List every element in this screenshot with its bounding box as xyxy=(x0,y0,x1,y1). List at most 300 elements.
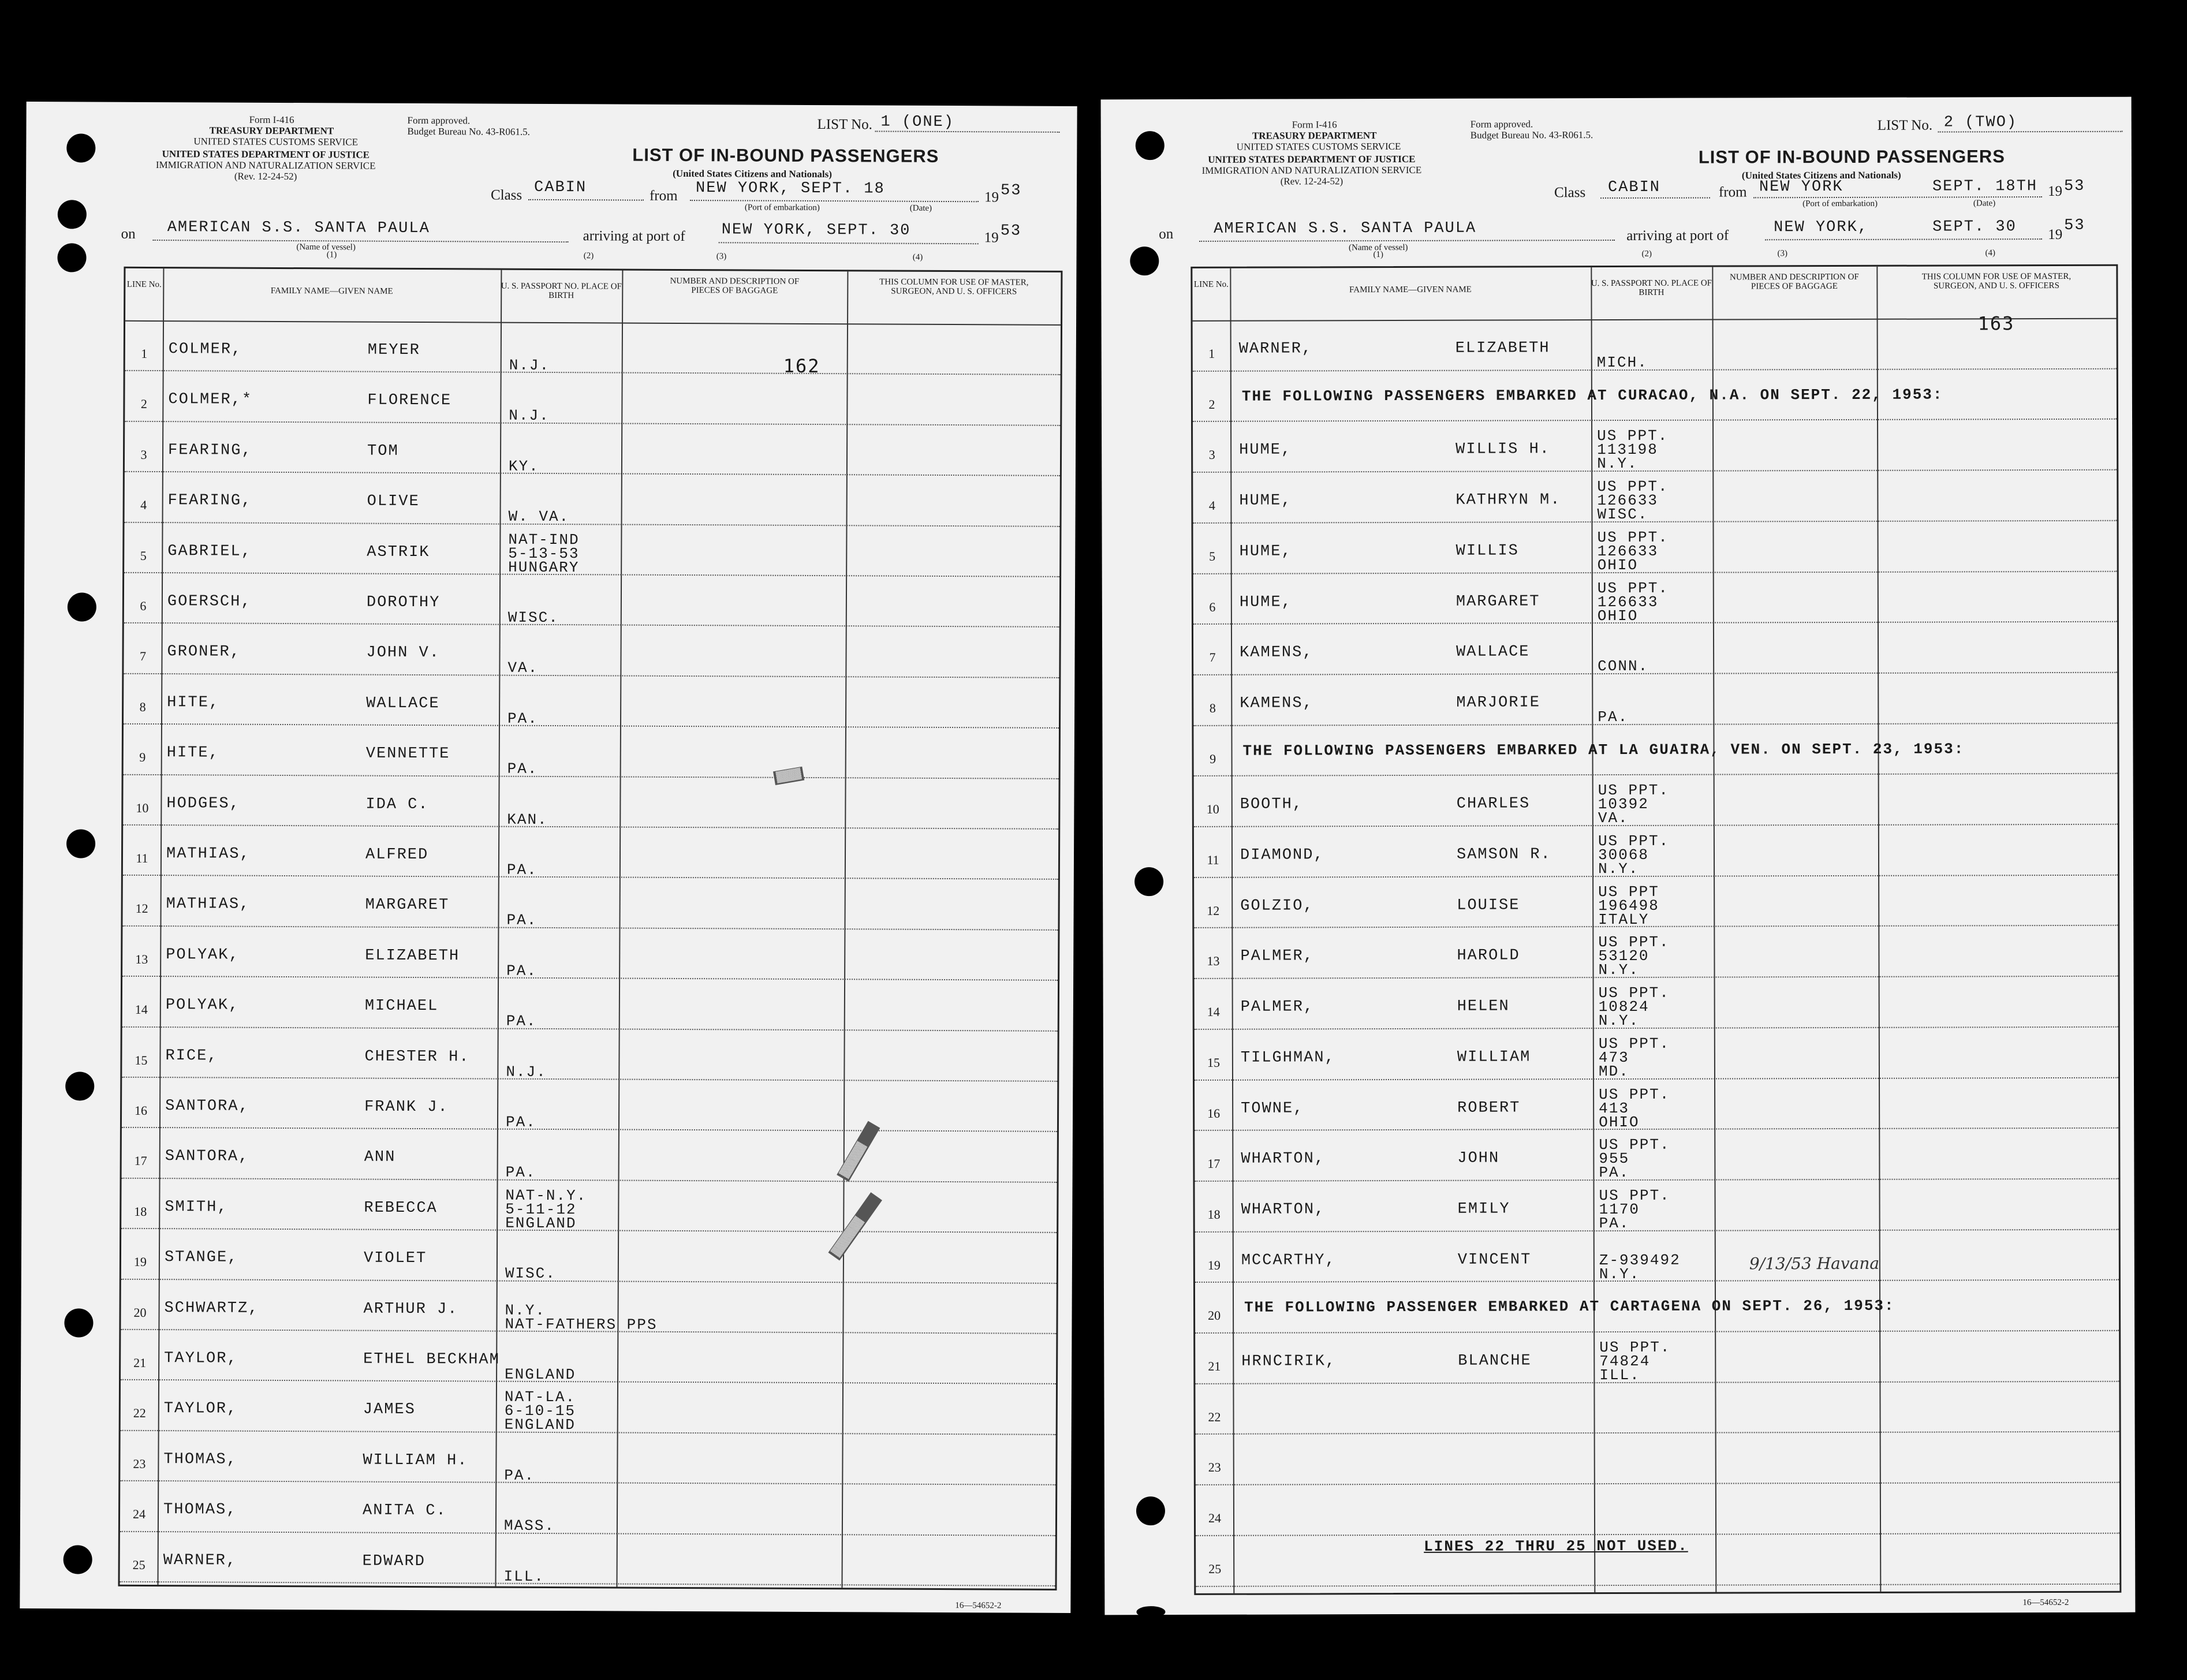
justice-dept: UNITED STATES DEPARTMENT OF JUSTICE xyxy=(162,148,370,160)
passenger-table xyxy=(1190,264,2121,1595)
given-name: JAMES xyxy=(363,1401,416,1419)
place-of-birth: US PPT. 126633 OHIO xyxy=(1597,528,1669,574)
line-number: 11 xyxy=(1207,852,1219,867)
given-name: CHESTER H. xyxy=(364,1048,470,1066)
arriving-year-suffix: 53 xyxy=(1000,222,1022,240)
form-header-justice xyxy=(1188,154,1436,187)
place-of-birth: KAN. xyxy=(507,811,548,828)
header-name: FAMILY NAME—GIVEN NAME xyxy=(270,286,393,296)
dotted-line xyxy=(1765,238,2042,240)
family-name: MCCARTHY, xyxy=(1241,1251,1336,1270)
col-num-1: (1) xyxy=(1373,250,1384,260)
family-name: POLYAK, xyxy=(165,996,240,1014)
place-of-birth: PA. xyxy=(1598,708,1629,726)
place-of-birth: NAT-LA. 6-10-15 ENGLAND xyxy=(504,1388,576,1434)
form-approved: Form approved. xyxy=(407,114,471,126)
family-name: GABRIEL, xyxy=(167,542,252,561)
place-of-birth: CONN. xyxy=(1598,658,1649,675)
line-number: 15 xyxy=(1207,1055,1220,1070)
family-name: WARNER, xyxy=(163,1551,237,1570)
line-number: 7 xyxy=(139,649,147,664)
place-of-birth: PA. xyxy=(505,1164,536,1182)
page-title: LIST OF IN-BOUND PASSENGERS xyxy=(1698,146,2005,167)
given-name: TOM xyxy=(367,442,399,460)
family-name: SMITH, xyxy=(165,1198,228,1216)
given-name: WALLACE xyxy=(1456,643,1530,661)
page-title: LIST OF IN-BOUND PASSENGERS xyxy=(632,144,939,166)
place-of-birth: PA. xyxy=(507,760,538,778)
line-number: 25 xyxy=(132,1557,145,1572)
family-name: MATHIAS, xyxy=(166,845,251,863)
line-number: 12 xyxy=(135,901,148,916)
family-name: HRNCIRIK, xyxy=(1241,1353,1337,1371)
list-no-value: 2 (TWO) xyxy=(1943,114,2018,132)
line-number: 3 xyxy=(140,447,147,462)
line-number: 1 xyxy=(1208,346,1215,361)
row-rule xyxy=(123,824,1058,830)
from-label: from xyxy=(649,188,678,204)
punch-hole xyxy=(58,200,87,229)
given-name: MARGARET xyxy=(1455,592,1540,611)
place-of-birth: WISC. xyxy=(505,1264,556,1283)
given-name: ANN xyxy=(364,1149,396,1167)
row-rule xyxy=(121,1430,1056,1435)
given-name: ROBERT xyxy=(1457,1099,1521,1117)
family-name: TAYLOR, xyxy=(163,1400,238,1418)
family-name: HUME, xyxy=(1239,543,1292,561)
place-of-birth: US PPT. 126633 WISC. xyxy=(1597,477,1669,524)
from-value: NEW YORK xyxy=(1759,178,1843,196)
col-num-4: (4) xyxy=(912,252,923,262)
place-of-birth: PA. xyxy=(506,912,538,929)
line-number: 24 xyxy=(1208,1510,1222,1525)
arriving-date: SEPT. 30 xyxy=(1932,218,2017,236)
page-subtitle: (United States Citizens and Nationals) xyxy=(1741,169,1901,181)
list-no-value: 1 (ONE) xyxy=(880,113,955,132)
given-name: MEYER xyxy=(367,341,420,360)
revision: (Rev. 12-24-52) xyxy=(234,170,297,182)
given-name: HELEN xyxy=(1457,998,1510,1016)
row-rule xyxy=(1196,1533,2119,1536)
given-name: REBECCA xyxy=(364,1199,438,1217)
line-number: 3 xyxy=(1208,447,1215,462)
on-label: on xyxy=(1159,226,1174,242)
punch-hole xyxy=(64,1545,92,1574)
place-of-birth: N.J. xyxy=(506,1063,547,1081)
col-num-3: (3) xyxy=(716,252,727,262)
place-of-birth: US PPT. 30068 N.Y. xyxy=(1598,832,1670,878)
port-embark-caption: (Port of embarkation) xyxy=(1802,199,1878,209)
row-rule xyxy=(124,774,1059,779)
column-rule xyxy=(1876,267,1881,1592)
given-name: JOHN xyxy=(1457,1149,1500,1167)
row-rule xyxy=(124,723,1059,729)
family-name: WARNER, xyxy=(1238,340,1313,358)
customs-stamp: ▓▓▓▓▓▓▓ xyxy=(828,1192,882,1260)
given-name: VENNETTE xyxy=(365,745,450,763)
place-of-birth: NAT-IND 5-13-53 HUNGARY xyxy=(508,531,580,576)
line-number: 2 xyxy=(1208,397,1215,412)
line-number: 13 xyxy=(1207,954,1220,969)
line-number: 19 xyxy=(133,1255,147,1270)
dotted-line xyxy=(690,200,979,202)
line-number: 15 xyxy=(135,1052,148,1067)
form-header-left xyxy=(1236,119,1401,152)
passenger-table xyxy=(118,267,1062,1591)
row-rule xyxy=(122,1026,1058,1031)
family-name: TILGHMAN, xyxy=(1240,1049,1335,1067)
column-rule xyxy=(1591,267,1595,1592)
line-number: 8 xyxy=(1209,700,1216,715)
date-caption: (Date) xyxy=(909,203,932,213)
arriving-label: arriving at port of xyxy=(583,228,685,245)
given-name: EMILY xyxy=(1457,1200,1510,1218)
place-of-birth: US PPT. 955 PA. xyxy=(1599,1136,1670,1182)
family-name: DIAMOND, xyxy=(1240,846,1324,864)
given-name: MARJORIE xyxy=(1456,694,1540,712)
place-of-birth: US PPT. 1170 PA. xyxy=(1599,1186,1670,1232)
line-number: 10 xyxy=(1206,802,1219,817)
given-name: ASTRIK xyxy=(367,543,430,561)
row-rule xyxy=(1194,773,2118,776)
family-name: HUME, xyxy=(1239,441,1292,460)
line-number: 17 xyxy=(1207,1156,1221,1171)
place-of-birth: US PPT. 113198 N.Y. xyxy=(1597,427,1669,473)
place-of-birth: NAT-N.Y. 5-11-12 ENGLAND xyxy=(505,1186,587,1233)
line-number: 16 xyxy=(135,1103,148,1118)
row-rule xyxy=(124,673,1059,678)
given-name: ELIZABETH xyxy=(1455,339,1550,357)
column-rule xyxy=(841,271,848,1588)
given-name: SAMSON R. xyxy=(1456,846,1551,864)
budget-bureau: Budget Bureau No. 43-R061.5. xyxy=(1470,129,1593,141)
line-number: 9 xyxy=(139,750,146,765)
header-passport: U. S. PASSPORT NO. PLACE OF BIRTH xyxy=(1591,278,1712,297)
arriving-year-prefix: 19 xyxy=(984,230,999,246)
row-rule xyxy=(120,1581,1055,1586)
family-name: BOOTH, xyxy=(1240,796,1304,814)
place-of-birth: MASS. xyxy=(503,1517,555,1535)
header-line-no: LINE No. xyxy=(1193,279,1229,289)
class-value: CABIN xyxy=(1607,178,1661,197)
line-number: 17 xyxy=(134,1153,147,1168)
column-rule xyxy=(1230,268,1234,1593)
footer-code: 16—54652-2 xyxy=(955,1601,1002,1611)
line-number: 9 xyxy=(1210,751,1216,766)
list-no-label: LIST No. xyxy=(1877,117,1933,133)
family-name: POLYAK, xyxy=(166,946,240,964)
from-date: SEPT. 18TH xyxy=(1932,178,2038,196)
line-number: 23 xyxy=(133,1456,146,1471)
from-year-prefix: 19 xyxy=(984,189,999,206)
budget-bureau: Budget Bureau No. 43-R061.5. xyxy=(407,125,531,137)
punch-hole xyxy=(1136,1606,1165,1618)
line-number: 4 xyxy=(140,498,147,513)
line-number: 6 xyxy=(140,598,147,613)
given-name: MARGARET xyxy=(365,897,450,914)
header-baggage: NUMBER AND DESCRIPTION OF PIECES OF BAGGAGE xyxy=(670,276,800,296)
line-number: 20 xyxy=(1208,1308,1221,1323)
place-of-birth: VA. xyxy=(507,659,539,677)
given-name: WILLIAM xyxy=(1457,1048,1531,1066)
line-number: 16 xyxy=(1207,1106,1221,1121)
line-number: 4 xyxy=(1208,498,1215,513)
row-rule xyxy=(125,521,1060,527)
manifest-page-2 xyxy=(1101,97,2136,1615)
line-number: 23 xyxy=(1208,1460,1221,1475)
row-rule xyxy=(122,1077,1057,1082)
row-rule xyxy=(122,1178,1057,1183)
given-name: HAROLD xyxy=(1457,947,1520,965)
family-name: KAMENS, xyxy=(1240,644,1313,662)
given-name: OLIVE xyxy=(367,492,420,511)
given-name: VINCENT xyxy=(1457,1250,1532,1269)
ins-service: IMMIGRATION AND NATURALIZATION SERVICE xyxy=(155,159,376,171)
family-name: THOMAS, xyxy=(163,1450,237,1469)
line-number: 14 xyxy=(135,1002,148,1017)
row-rule xyxy=(124,622,1059,628)
revision: (Rev. 12-24-52) xyxy=(1280,176,1343,187)
place-of-birth: N.Y. NAT-FATHERS PPS xyxy=(505,1301,658,1334)
col-num-2: (2) xyxy=(583,251,594,261)
family-name: GOERSCH, xyxy=(167,593,252,611)
given-name: ARTHUR J. xyxy=(363,1300,458,1318)
row-rule xyxy=(1196,1482,2119,1485)
form-approval xyxy=(1471,118,1593,141)
row-rule xyxy=(122,1127,1057,1132)
header-baggage: NUMBER AND DESCRIPTION OF PIECES OF BAGGAGE xyxy=(1729,272,1859,292)
row-rule xyxy=(125,471,1060,476)
line-number: 14 xyxy=(1207,1004,1220,1019)
given-name: WILLIAM H. xyxy=(363,1451,468,1470)
header-name: FAMILY NAME—GIVEN NAME xyxy=(1349,285,1472,295)
family-name: FEARING, xyxy=(167,492,252,510)
place-of-birth: KY. xyxy=(508,457,539,475)
place-of-birth: N.J. xyxy=(509,407,550,425)
port-embark-caption: (Port of embarkation) xyxy=(744,203,820,213)
on-label: on xyxy=(121,226,136,242)
punch-hole xyxy=(66,133,95,162)
row-rule xyxy=(121,1228,1057,1233)
given-name: JOHN V. xyxy=(366,644,441,662)
form-number: Form I-416 xyxy=(1292,119,1337,130)
line-number: 7 xyxy=(1209,650,1216,665)
arriving-port: NEW YORK, SEPT. 30 xyxy=(721,221,911,240)
punch-hole xyxy=(57,243,86,272)
embarkation-note: THE FOLLOWING PASSENGERS EMBARKED AT LA GUAIRA, VEN. ON SEPT. 23, 1953: xyxy=(1242,740,1965,760)
dotted-line xyxy=(719,242,979,244)
given-name: WALLACE xyxy=(366,695,440,712)
line-number: 22 xyxy=(133,1406,146,1421)
embarkation-note: THE FOLLOWING PASSENGER EMBARKED AT CARTAGENA ON SEPT. 26, 1953: xyxy=(1244,1297,1895,1316)
row-rule xyxy=(1193,722,2117,726)
header-rule xyxy=(125,320,1061,326)
justice-dept: UNITED STATES DEPARTMENT OF JUSTICE xyxy=(1208,153,1416,165)
customs-service: UNITED STATES CUSTOMS SERVICE xyxy=(1236,140,1401,152)
place-of-birth: N.J. xyxy=(509,356,550,375)
family-name: FEARING, xyxy=(168,441,252,460)
dotted-line xyxy=(1938,131,2123,133)
line-number: 8 xyxy=(139,699,146,714)
place-of-birth: PA. xyxy=(506,861,538,879)
column-rule xyxy=(157,268,164,1585)
place-of-birth: Z-939492 N.Y. xyxy=(1599,1251,1681,1283)
family-name: PALMER, xyxy=(1240,947,1314,966)
column-rule xyxy=(616,271,623,1587)
list-no-label: LIST No. xyxy=(817,117,872,133)
line-number: 12 xyxy=(1207,903,1220,918)
family-name: HITE, xyxy=(166,744,219,762)
dotted-line xyxy=(1600,197,1710,199)
line-number: 20 xyxy=(133,1305,147,1320)
place-of-birth: PA. xyxy=(504,1466,535,1484)
given-name: MICHAEL xyxy=(364,997,439,1016)
line-number: 11 xyxy=(136,850,148,865)
place-of-birth: US PPT. 74824 ILL. xyxy=(1599,1338,1671,1384)
line-number: 5 xyxy=(140,548,147,563)
family-name: GRONER, xyxy=(167,643,241,662)
family-name: HODGES, xyxy=(166,794,240,813)
col-num-3: (3) xyxy=(1777,249,1788,259)
header-officers: THIS COLUMN FOR USE OF MASTER, SURGEON, AND U. S. OFFICERS xyxy=(1921,271,2072,291)
arriving-year-suffix: 53 xyxy=(2064,216,2085,234)
manifest-page-1 xyxy=(20,102,1077,1613)
place-of-birth: US PPT. 10392 VA. xyxy=(1598,782,1669,827)
from-label: from xyxy=(1718,184,1747,200)
family-name: SANTORA, xyxy=(165,1148,249,1166)
place-of-birth: PA. xyxy=(506,1012,537,1031)
given-name: EDWARD xyxy=(362,1552,426,1570)
form-number: Form I-416 xyxy=(249,114,294,126)
line-number: 5 xyxy=(1209,548,1216,563)
punch-hole xyxy=(1136,131,1165,160)
row-rule xyxy=(125,370,1061,375)
line-number: 6 xyxy=(1209,599,1216,614)
arriving-year-prefix: 19 xyxy=(2048,226,2063,243)
given-name: CHARLES xyxy=(1456,795,1531,813)
row-rule xyxy=(1193,368,2117,371)
column-rule xyxy=(1712,267,1716,1592)
row-rule xyxy=(1195,1330,2119,1334)
line-number: 18 xyxy=(134,1204,147,1219)
given-name: LOUISE xyxy=(1457,897,1520,914)
treasury-dept: TREASURY DEPARTMENT xyxy=(209,125,334,137)
row-rule xyxy=(121,1278,1057,1283)
form-approval xyxy=(407,115,530,137)
arriving-label: arriving at port of xyxy=(1626,227,1729,244)
row-rule xyxy=(121,1379,1056,1384)
dotted-line xyxy=(153,240,569,242)
line-number: 13 xyxy=(135,951,148,966)
col-num-2: (2) xyxy=(1641,249,1652,259)
line-number: 18 xyxy=(1207,1207,1221,1222)
place-of-birth: US PPT. 126633 OHIO xyxy=(1597,579,1669,625)
given-name: KATHRYN M. xyxy=(1455,491,1561,509)
punch-hole xyxy=(1136,1496,1165,1525)
row-rule xyxy=(1196,1583,2119,1586)
customs-stamp: ▓▓▓▓▓▓ xyxy=(837,1121,880,1182)
form-header-justice xyxy=(141,148,390,182)
given-name: WILLIS xyxy=(1455,542,1519,560)
given-name: IDA C. xyxy=(365,796,429,813)
family-name: COLMER, xyxy=(168,341,242,359)
family-name: KAMENS, xyxy=(1240,695,1313,712)
vessel-name: AMERICAN S.S. SANTA PAULA xyxy=(167,219,430,238)
row-rule xyxy=(120,1530,1055,1536)
col-num-1: (1) xyxy=(326,250,337,260)
line-number: 19 xyxy=(1207,1257,1221,1272)
family-name: TOWNE, xyxy=(1241,1099,1304,1118)
row-rule xyxy=(122,925,1058,931)
row-rule xyxy=(1193,419,2117,422)
punch-hole xyxy=(65,1072,94,1100)
vessel-caption: (Name of vessel) xyxy=(296,242,356,252)
footer-code: 16—54652-2 xyxy=(2022,1597,2069,1608)
class-label: Class xyxy=(490,187,523,203)
place-of-birth: ENGLAND xyxy=(505,1365,576,1384)
family-name: HUME, xyxy=(1239,593,1292,611)
place-of-birth: US PPT. 413 OHIO xyxy=(1599,1085,1670,1131)
family-name: HUME, xyxy=(1239,492,1292,510)
lines-not-used-note: LINES 22 THRU 25 NOT USED. xyxy=(1424,1537,1688,1555)
row-rule xyxy=(1196,1431,2119,1435)
customs-stamp: ▓▓▓▓ xyxy=(773,767,805,785)
place-of-birth: MICH. xyxy=(1596,353,1648,372)
line-number: 24 xyxy=(132,1507,146,1522)
page-subtitle: (United States Citizens and Nationals) xyxy=(673,167,833,180)
col-num-4: (4) xyxy=(1985,248,1996,258)
from-year-prefix: 19 xyxy=(2047,183,2063,200)
row-rule xyxy=(123,875,1058,880)
header-officers: THIS COLUMN FOR USE OF MASTER, SURGEON, AND U. S. OFFICERS xyxy=(879,277,1029,297)
dotted-line xyxy=(875,130,1059,132)
header-passport: U. S. PASSPORT NO. PLACE OF BIRTH xyxy=(501,281,622,301)
punch-hole xyxy=(1134,867,1163,896)
given-name: VIOLET xyxy=(363,1249,427,1268)
form-approved: Form approved. xyxy=(1470,118,1533,130)
family-name: SANTORA, xyxy=(165,1097,249,1115)
family-name: HITE, xyxy=(167,693,220,712)
line-number: 21 xyxy=(133,1355,147,1370)
line-number: 25 xyxy=(1208,1561,1222,1576)
family-name: RICE, xyxy=(165,1047,218,1065)
place-of-birth: W. VA. xyxy=(508,507,570,526)
dotted-line xyxy=(1753,196,2042,198)
line-number: 10 xyxy=(136,800,149,815)
place-of-birth: ILL. xyxy=(503,1567,545,1585)
from-year-suffix: 53 xyxy=(1000,182,1022,200)
header-line-no: LINE No. xyxy=(126,279,162,290)
dotted-line xyxy=(528,199,644,201)
family-name: SCHWARTZ, xyxy=(164,1299,259,1317)
family-name: PALMER, xyxy=(1240,998,1315,1016)
embarkation-note: THE FOLLOWING PASSENGERS EMBARKED AT CURACAO, N.A. ON SEPT. 22, 1953: xyxy=(1241,386,1943,405)
row-rule xyxy=(125,421,1060,426)
class-label: Class xyxy=(1554,185,1586,201)
date-caption: (Date) xyxy=(1973,199,1996,208)
place-of-birth: US PPT. 473 MD. xyxy=(1598,1035,1670,1080)
handwritten-162: 162 xyxy=(783,354,820,378)
handwritten-date-note: 9/13/53 Havana xyxy=(1749,1253,1880,1274)
line-number: 21 xyxy=(1208,1358,1221,1373)
row-rule xyxy=(124,572,1059,577)
family-name: WHARTON, xyxy=(1241,1150,1326,1168)
given-name: BLANCHE xyxy=(1458,1352,1532,1370)
punch-hole xyxy=(68,592,96,621)
line-number: 2 xyxy=(140,397,147,412)
place-of-birth: US PPT 196498 ITALY xyxy=(1598,883,1659,928)
place-of-birth: US PPT. 53120 N.Y. xyxy=(1598,934,1670,979)
